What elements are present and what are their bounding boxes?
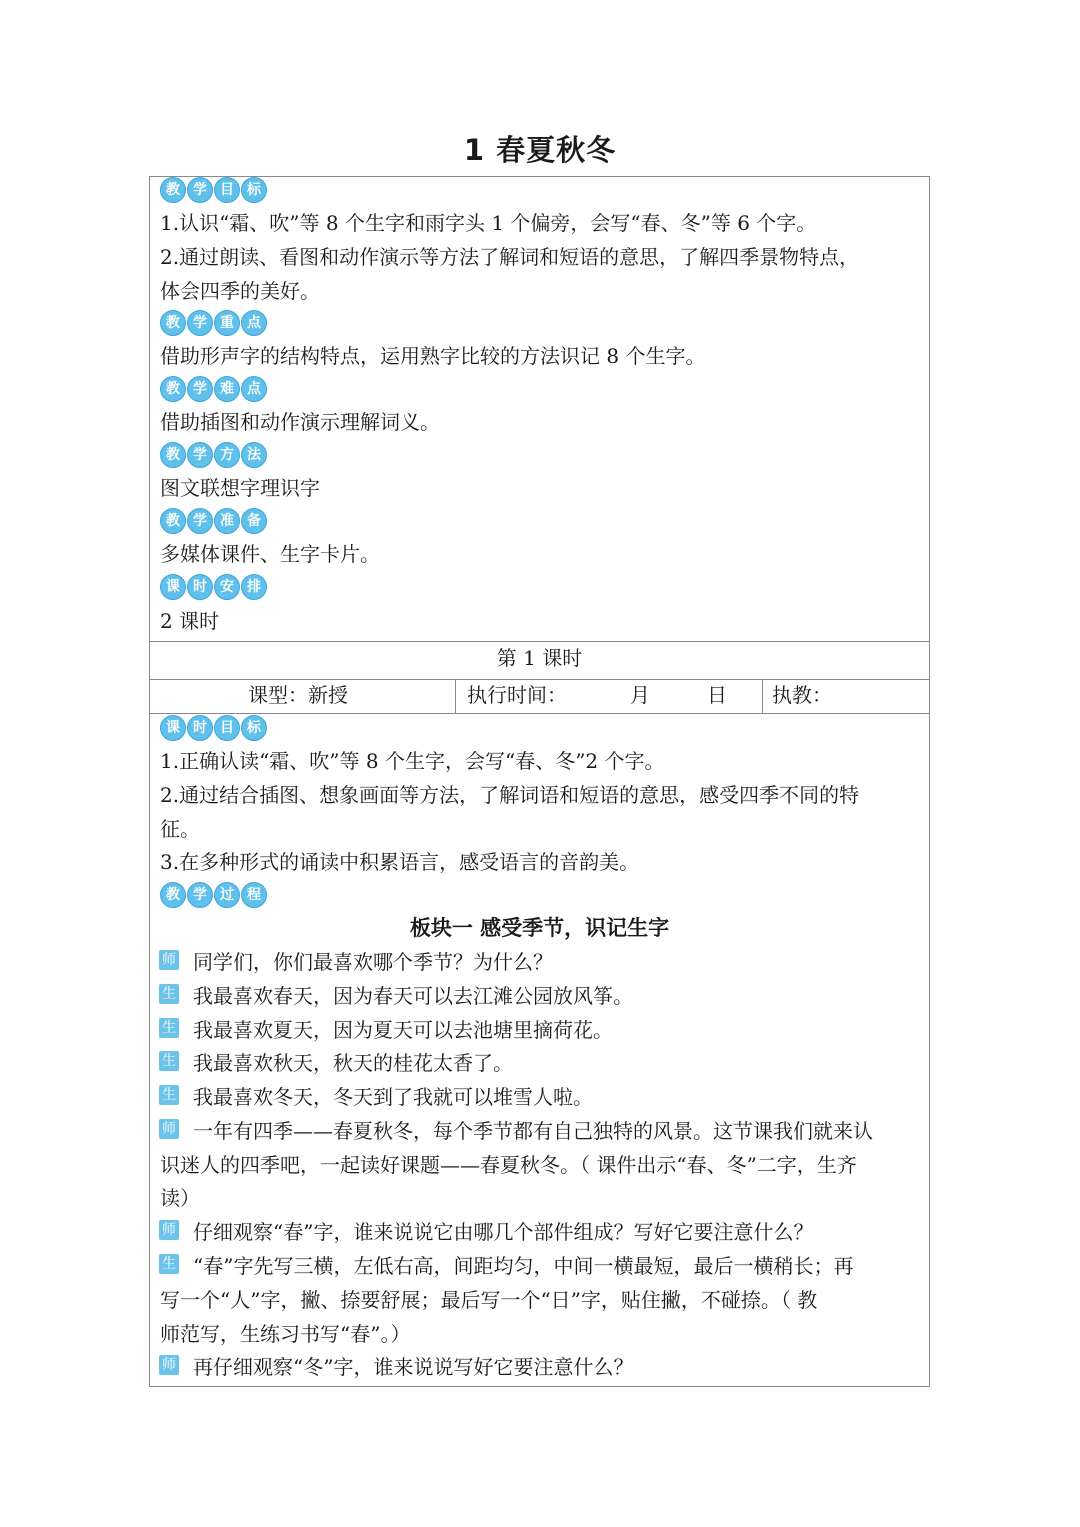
dialogue-line: 我最喜欢夏天，因为夏天可以去池塘里摘荷花。 bbox=[193, 1018, 613, 1042]
dialogue-line: 识迷人的四季吧，一起读好课题——春夏秋冬。（ 课件出示“春、冬”二字，生齐 bbox=[160, 1153, 857, 1177]
student-role-icon: 生 bbox=[159, 984, 179, 1004]
student-role-icon: 生 bbox=[159, 1051, 179, 1071]
difficult-point-text: 借助插图和动作演示理解词义。 bbox=[160, 410, 440, 434]
section-title: 板块一 感受季节，识记生字 bbox=[409, 916, 670, 940]
method-text: 图文联想字理识字 bbox=[160, 476, 320, 500]
badge-teaching-prep: 教 学 准 备 bbox=[160, 508, 267, 534]
day-label: 日 bbox=[707, 683, 727, 707]
goal-line: 体会四季的美好。 bbox=[160, 279, 320, 303]
student-role-icon: 生 bbox=[159, 1254, 179, 1274]
badge-lesson-goals: 课 时 目 标 bbox=[160, 715, 267, 741]
dialogue-line: 读） bbox=[160, 1186, 200, 1210]
divider bbox=[149, 641, 930, 642]
dialogue-line: 仔细观察“春”字，谁来说说它由哪几个部件组成？写好它要注意什么？ bbox=[193, 1220, 814, 1244]
badge-teaching-process: 教 学 过 程 bbox=[160, 882, 267, 908]
lesson-goal-line: 征。 bbox=[160, 817, 200, 841]
teacher-role-icon: 师 bbox=[159, 950, 179, 970]
time-label: 执行时间： bbox=[467, 683, 567, 707]
dialogue-line: 我最喜欢秋天，秋天的桂花太香了。 bbox=[193, 1051, 513, 1075]
badge-difficult-points: 教 学 难 点 bbox=[160, 376, 267, 402]
lesson-goal-line: 3.在多种形式的诵读中积累语言，感受语言的音韵美。 bbox=[160, 850, 640, 874]
schedule-text: 2 课时 bbox=[160, 609, 220, 633]
dialogue-line: 再仔细观察“冬”字，谁来说说写好它要注意什么？ bbox=[193, 1355, 634, 1379]
dialogue-line: 同学们，你们最喜欢哪个季节？为什么？ bbox=[193, 950, 553, 974]
student-role-icon: 生 bbox=[159, 1018, 179, 1038]
dialogue-line: 师范写，生练习书写“春”。） bbox=[160, 1322, 411, 1346]
prep-text: 多媒体课件、生字卡片。 bbox=[160, 542, 380, 566]
divider bbox=[149, 713, 930, 714]
lesson-type: 课型：新授 bbox=[248, 683, 348, 707]
dialogue-line: 我最喜欢春天，因为春天可以去江滩公园放风筝。 bbox=[193, 984, 633, 1008]
badge-teaching-goals: 教 学 目 标 bbox=[160, 177, 267, 203]
badge-schedule: 课 时 安 排 bbox=[160, 574, 267, 600]
badge-key-points: 教 学 重 点 bbox=[160, 310, 267, 336]
goal-line: 2.通过朗读、看图和动作演示等方法了解词和短语的意思，了解四季景物特点， bbox=[160, 245, 860, 269]
divider bbox=[455, 679, 456, 713]
dialogue-line: 写一个“人”字，撇、捺要舒展；最后写一个“日”字，贴住撇，不碰捺。（ 教 bbox=[160, 1288, 818, 1312]
divider bbox=[149, 679, 930, 680]
lesson-goal-line: 1.正确认读“霜、吹”等 8 个生字，会写“春、冬”2 个字。 bbox=[160, 749, 665, 773]
key-point-text: 借助形声字的结构特点，运用熟字比较的方法识记 8 个生字。 bbox=[160, 344, 706, 368]
lesson-goal-line: 2.通过结合插图、想象画面等方法，了解词语和短语的意思，感受四季不同的特 bbox=[160, 783, 860, 807]
student-role-icon: 生 bbox=[159, 1085, 179, 1105]
teacher-label: 执教： bbox=[772, 683, 832, 707]
page-title: 1 春夏秋冬 bbox=[463, 133, 617, 167]
teacher-role-icon: 师 bbox=[159, 1355, 179, 1375]
teacher-role-icon: 师 bbox=[159, 1220, 179, 1240]
badge-teaching-method: 教 学 方 法 bbox=[160, 442, 267, 468]
dialogue-line: 一年有四季——春夏秋冬，每个季节都有自己独特的风景。这节课我们就来认 bbox=[193, 1119, 873, 1143]
dialogue-line: “春”字先写三横，左低右高，间距均匀，中间一横最短，最后一横稍长；再 bbox=[193, 1254, 854, 1278]
month-label: 月 bbox=[630, 683, 650, 707]
divider bbox=[762, 679, 763, 713]
goal-line: 1.认识“霜、吹”等 8 个生字和雨字头 1 个偏旁，会写“春、冬”等 6 个字。 bbox=[160, 211, 817, 235]
dialogue-line: 我最喜欢冬天，冬天到了我就可以堆雪人啦。 bbox=[193, 1085, 593, 1109]
lesson-header: 第 1 课时 bbox=[496, 646, 583, 670]
teacher-role-icon: 师 bbox=[159, 1119, 179, 1139]
